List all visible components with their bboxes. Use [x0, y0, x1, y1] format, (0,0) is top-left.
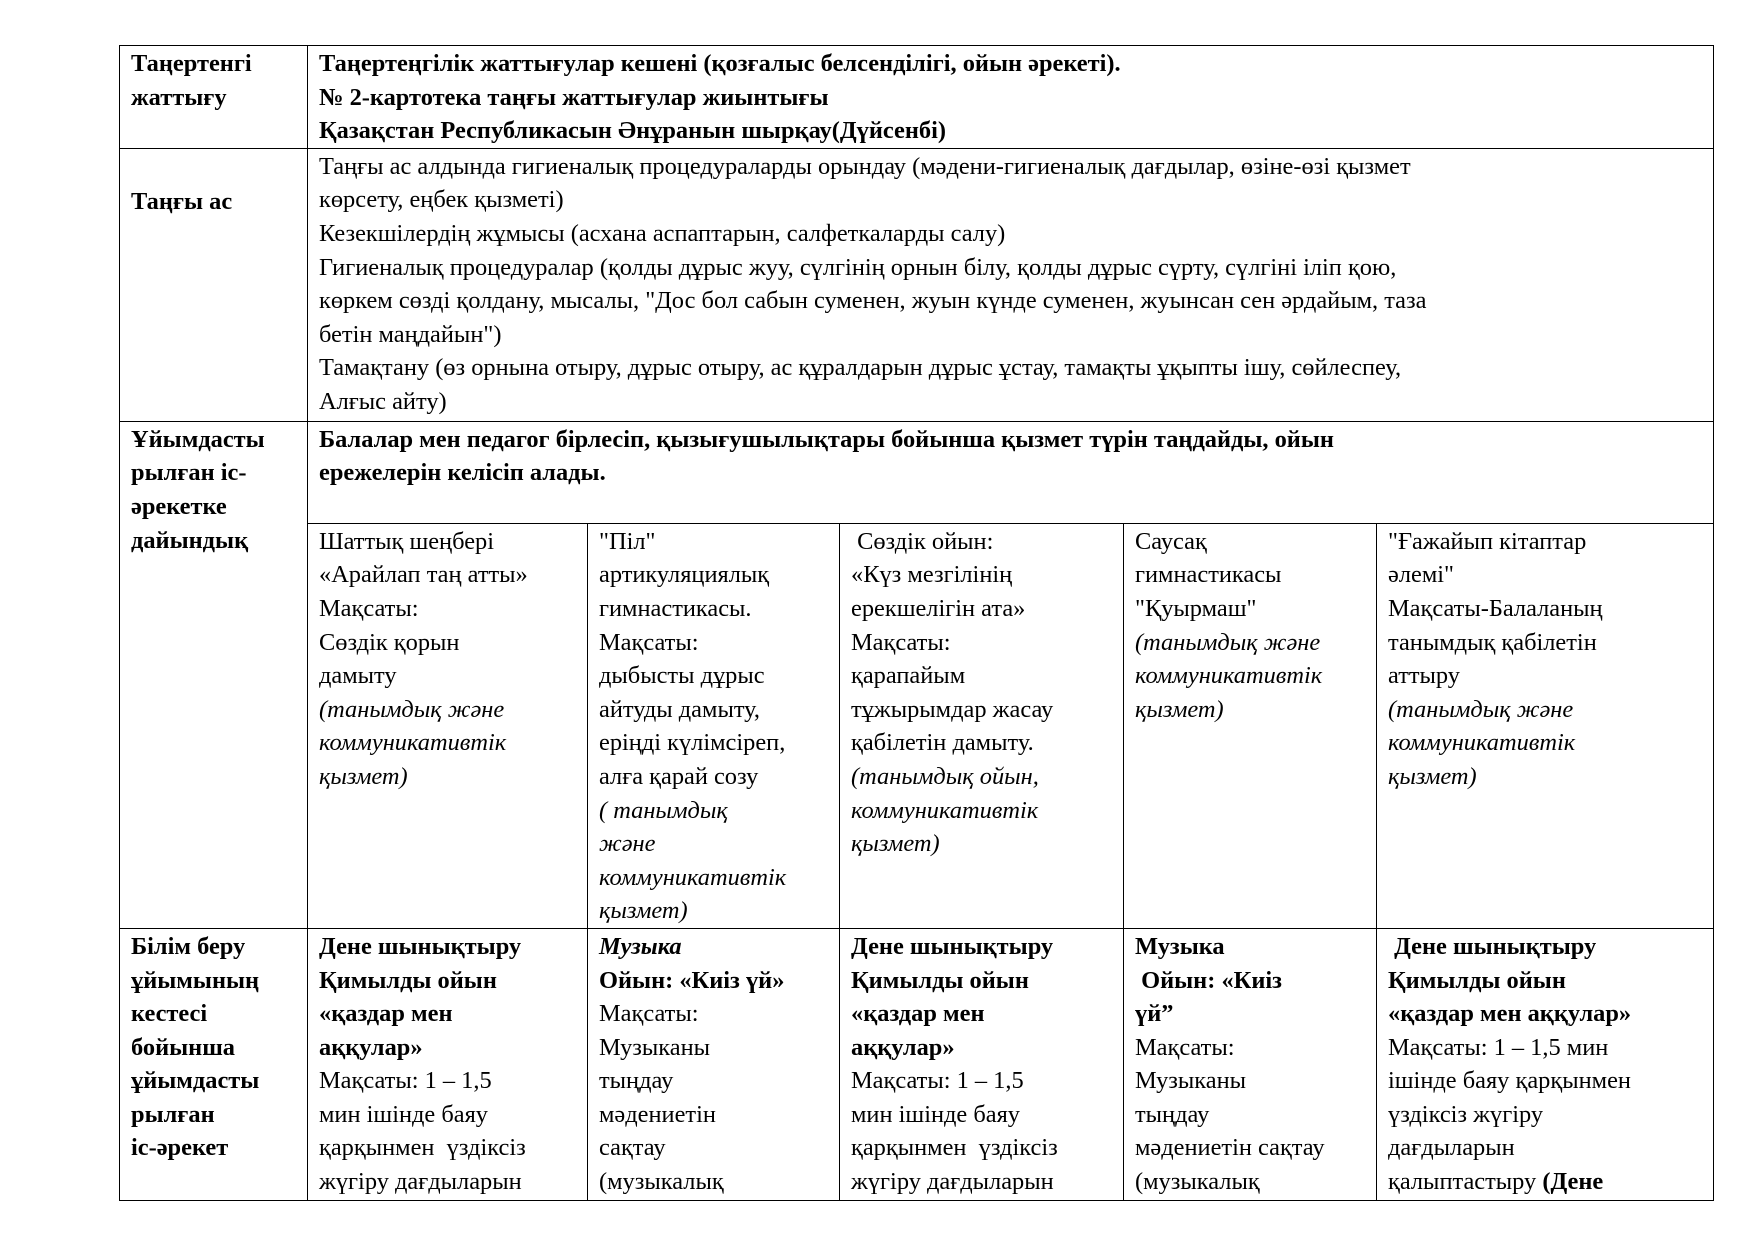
row-breakfast: [120, 148, 1714, 421]
plan-table: [119, 45, 1714, 1201]
text-line: Таңғы ас алдында гигиеналық процедураларды орындау (мәдени-гигиеналық дағдылар, өзіне-өзі қызмет: [319, 152, 1411, 180]
schedule-cell: Музыка Ойын: «Киіз үй» Мақсаты: Музыканы тыңдау мәдениетін сақтау (музыкалық: [588, 928, 840, 1200]
schedule-cell: Дене шынықтыру Қимылды ойын «қаздар мен аққулар» Мақсаты: 1 – 1,5 мин ішінде баяу қарқынмен үздіксіз жүгіру дағдыларын: [840, 928, 1124, 1200]
text-line: бетін маңдайын"): [319, 320, 502, 348]
row-preparation: [120, 421, 1714, 523]
activity-cell: Сөздік ойын: «Күз мезгілінің ерекшелігін ата» Мақсаты: қарапайым тұжырымдар жасау қабілетін дамыту. (танымдық ойын, коммуникативтік қызмет): [840, 523, 1124, 928]
preparation-header: Ұйымдасты рылған іс- әрекетке дайындық: [120, 421, 308, 928]
schedule-header: Білім беру ұйымының кестесі бойынша ұйымдасты рылған іс-әрекет: [120, 928, 308, 1200]
text-line: Таңертеңгілік жаттығулар кешені (қозғалыс белсенділігі, ойын әрекеті).: [319, 50, 1121, 77]
text-line: Кезекшілердің жұмысы (асхана аспаптарын, салфеткаларды салу): [319, 219, 1006, 247]
text-line: ережелерін келісіп алады.: [319, 459, 606, 487]
activity-cell: "Ғажайып кітаптар әлемі" Мақсаты-Балаланың танымдық қабілетін аттыру (танымдық және коммуникативтік қызмет): [1377, 523, 1714, 928]
schedule-cell: Дене шынықтыру Қимылды ойын «қаздар мен аққулар» Мақсаты: 1 – 1,5 мин ішінде баяу қарқынмен үздіксіз жүгіру дағдыларын: [308, 928, 588, 1200]
text-line: Гигиеналық процедуралар (қолды дұрыс жуу, сүлгінің орнын білу, қолды дұрыс сүрту, сүлгіні іліп қою,: [319, 253, 1397, 281]
preparation-intro: [308, 421, 1714, 523]
morning-exercise-content: [308, 46, 1714, 149]
row-morning-exercise: [120, 46, 1714, 149]
text-line: Қазақстан Республикасын Әнұранын шырқау(Дүйсенбі): [319, 117, 946, 145]
breakfast-header: Таңғы ас: [120, 148, 308, 421]
schedule-cell: Музыка Ойын: «Киіз үй” Мақсаты: Музыканы тыңдау мәдениетін сақтау (музыкалық: [1124, 928, 1377, 1200]
schedule-cell: Дене шынықтыру Қимылды ойын «қаздар мен аққулар» Мақсаты: 1 – 1,5 мин ішінде баяу қарқынмен үздіксіз жүгіру дағдыларын қалыптастыру (Дене: [1377, 928, 1714, 1200]
text-line: Тамақтану (өз орнына отыру, дұрыс отыру, ас құралдарын дұрыс ұстау, тамақты ұқыпты ішу, сөйлеспеу,: [319, 354, 1402, 382]
row-preparation-activities: [120, 523, 1714, 928]
morning-exercise-header: Таңертенгі жаттығу: [120, 46, 308, 149]
activity-cell: Саусақ гимнастикасы "Қуырмаш" (танымдық және коммуникативтік қызмет): [1124, 523, 1377, 928]
text-line: көркем сөзді қолдану, мысалы, "Дос бол сабын суменен, жуын күнде суменен, жуынсан сен әрдайым, таза: [319, 287, 1427, 315]
activity-cell: "Піл" артикуляциялық гимнастикасы. Мақсаты: дыбысты дұрыс айтуды дамыту, еріңді күлімсіреп, алға қарай созу ( танымдық және коммуникативтік қызмет): [588, 523, 840, 928]
activity-cell: Шаттық шеңбері «Арайлап таң атты» Мақсаты: Сөздік қорын дамыту (танымдық және коммуникативтік қызмет): [308, 523, 588, 928]
text-line: № 2-картотека таңғы жаттығулар жиынтығы: [319, 83, 829, 111]
text-line: көрсету, еңбек қызметі): [319, 186, 564, 214]
row-schedule: [120, 928, 1714, 1200]
text-line: Алғыс айту): [319, 387, 447, 415]
text-line: Балалар мен педагог бірлесіп, қызығушылықтары бойынша қызмет түрін таңдайды, ойын: [319, 425, 1334, 453]
breakfast-content: [308, 148, 1714, 421]
